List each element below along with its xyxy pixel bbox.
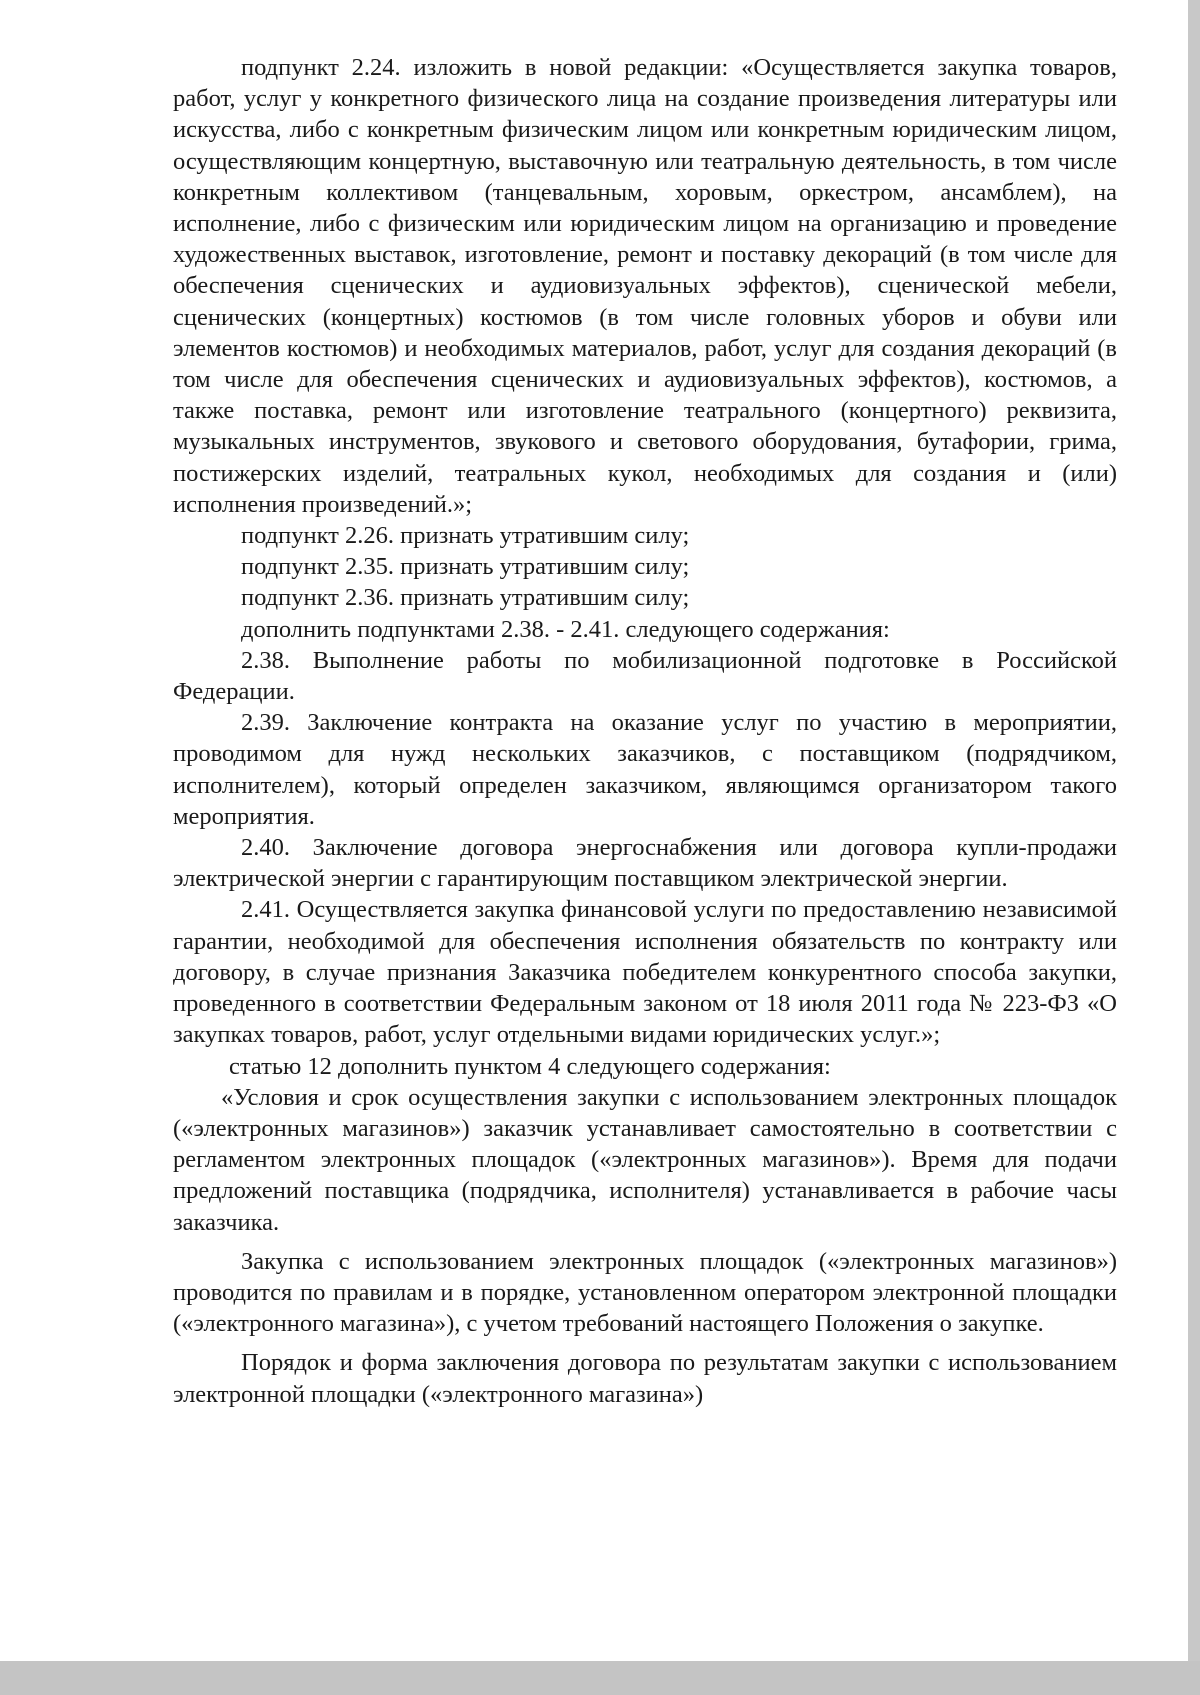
paragraph-add-subpoints: дополнить подпунктами 2.38. - 2.41. следующего содержания: <box>241 615 890 643</box>
paragraph-2-41: 2.41. Осуществляется закупка финансовой услуги по предоставлению независимой гарантии, необходимой для обеспечения исполнения обязательств по контракту или договору, в случае признания Заказчика победителем конкурентного способа закупки, проведенного в соответствии Федеральным законом от 18 июля 2011 года № 223-ФЗ «О закупках товаров, работ, услуг отдельными видами юридических услуг.»; <box>173 896 1117 1049</box>
paragraph-subpoint-2-24: подпункт 2.24. изложить в новой редакции: «Осуществляется закупка товаров, работ, услуг у конкретного физического лица на создание произведения литературы или искусства, либо с конкретным физическим лицом или конкретным юридическим лицом, осуществляющим концертную, выставочную или театральную деятельность, в том числе конкретным коллективом (танцевальным, хоровым, оркестром, ансамблем), на исполнение, либо с физическим или юридическим лицом на организацию и проведение художественных выставок, изготовление, ремонт и поставку декораций (в том числе для обеспечения сценических и аудиовизуальных эффектов), сценической мебели, сценических (концертных) костюмов (в том числе головных уборов и обуви или элементов костюмов) и необходимых материалов, работ, услуг для создания декораций (в том числе для обеспечения сценических и аудиовизуальных эффектов), костюмов, а также поставка, ремонт или изготовление театрального (концертного) реквизита, музыкальных инструментов, звукового и светового оборудования, бутафории, грима, постижерских изделий, театральных кукол, необходимых для создания и (или) исполнения произведений.»; <box>173 54 1117 518</box>
document-body <box>173 52 1117 1410</box>
paragraph-article-12: статью 12 дополнить пунктом 4 следующего содержания: <box>229 1052 831 1080</box>
paragraph-2-38: 2.38. Выполнение работы по мобилизационной подготовке в Российской Федерации. <box>173 646 1117 706</box>
paragraph-procurement-rules: Закупка с использованием электронных площадок («электронных магазинов») проводится по правилам и в порядке, установленном оператором электронной площадки («электронного магазина»), с учетом требований настоящего Положения о закупке. <box>173 1247 1117 1338</box>
paragraph-subpoint-2-26: подпункт 2.26. признать утратившим силу; <box>241 522 690 550</box>
paragraph-subpoint-2-35: подпункт 2.35. признать утратившим силу; <box>241 553 690 581</box>
paragraph-subpoint-2-36: подпункт 2.36. признать утратившим силу; <box>241 584 690 612</box>
paragraph-gap <box>173 1339 1117 1347</box>
paragraph-conditions: «Условия и срок осуществления закупки с использованием электронных площадок («электронных магазинов») заказчик устанавливает самостоятельно в соответствии с регламентом электронных площадок («электронных магазинов»). Время для подачи предложений поставщика (подрядчика, исполнителя) устанавливается в рабочие часы заказчика. <box>173 1083 1117 1236</box>
paragraph-gap <box>173 1238 1117 1246</box>
scan-edge-right <box>1188 0 1200 1695</box>
paragraph-2-40: 2.40. Заключение договора энергоснабжения или договора купли-продажи электрической энергии с гарантирующим поставщиком электрической энергии. <box>173 834 1117 893</box>
scan-edge-bottom <box>0 1661 1200 1695</box>
paragraph-2-39: 2.39. Заключение контракта на оказание услуг по участию в мероприятии, проводимом для нужд нескольких заказчиков, с поставщиком (подрядчиком, исполнителем), который определен заказчиком, являющимся организатором такого мероприятия. <box>173 709 1117 830</box>
paragraph-contract-procedure: Порядок и форма заключения договора по результатам закупки с использованием электронной площадки («электронного магазина») <box>173 1349 1117 1408</box>
